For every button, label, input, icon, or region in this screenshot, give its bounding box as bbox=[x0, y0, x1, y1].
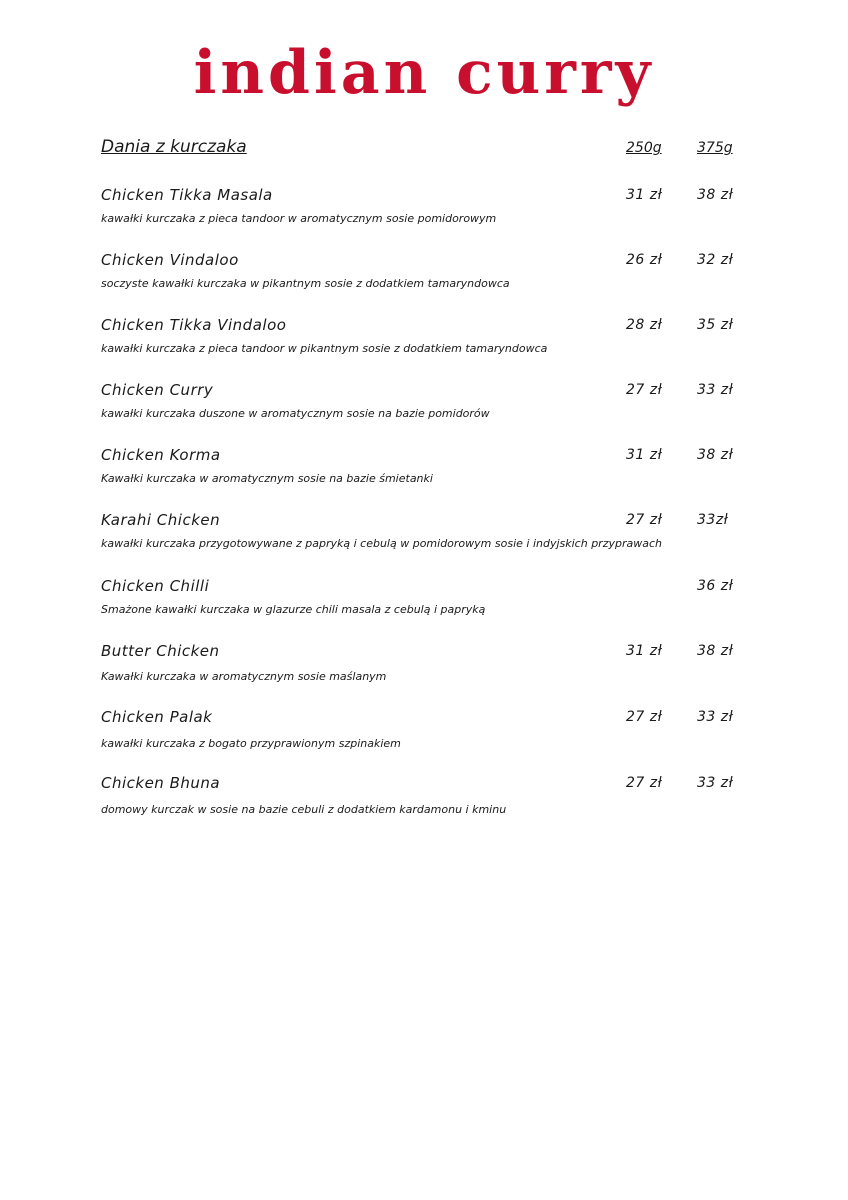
price-375g: 33zł bbox=[697, 512, 729, 528]
menu-item bbox=[0, 381, 848, 431]
price-250g: 31 zł bbox=[626, 643, 663, 659]
item-name: Butter Chicken bbox=[101, 642, 220, 660]
item-name: Chicken Curry bbox=[101, 381, 214, 399]
item-name: Chicken Bhuna bbox=[101, 774, 221, 792]
item-description: domowy kurczak w sosie na bazie cebuli z dodatkiem kardamonu i kminu bbox=[101, 803, 507, 816]
price-250g: 28 zł bbox=[626, 317, 663, 333]
menu-item bbox=[0, 316, 848, 366]
price-375g: 38 zł bbox=[697, 643, 734, 659]
item-description: Kawałki kurczaka w aromatycznym sosie maślanym bbox=[101, 670, 387, 683]
menu-item bbox=[0, 511, 848, 561]
restaurant-logo bbox=[0, 28, 848, 128]
item-name: Chicken Tikka Vindaloo bbox=[101, 316, 287, 334]
column-header-375g: 375g bbox=[697, 140, 733, 156]
price-375g: 32 zł bbox=[697, 252, 734, 268]
price-375g: 33 zł bbox=[697, 709, 734, 725]
item-name: Chicken Tikka Masala bbox=[101, 186, 273, 204]
price-250g: 27 zł bbox=[626, 775, 663, 791]
item-description: Kawałki kurczaka w aromatycznym sosie na bazie śmietanki bbox=[101, 472, 433, 485]
item-description: kawałki kurczaka duszone w aromatycznym sosie na bazie pomidorów bbox=[101, 407, 490, 420]
menu-item bbox=[0, 774, 848, 824]
price-375g: 36 zł bbox=[697, 578, 734, 594]
item-description: kawałki kurczaka z pieca tandoor w aromatycznym sosie pomidorowym bbox=[101, 212, 497, 225]
menu-item bbox=[0, 446, 848, 496]
menu-item bbox=[0, 708, 848, 758]
price-250g: 31 zł bbox=[626, 187, 663, 203]
menu-item bbox=[0, 186, 848, 236]
menu-item bbox=[0, 642, 848, 692]
price-250g: 27 zł bbox=[626, 382, 663, 398]
price-375g: 35 zł bbox=[697, 317, 734, 333]
section-title: Dania z kurczaka bbox=[101, 137, 247, 157]
item-description: kawałki kurczaka przygotowywane z papryką i cebulą w pomidorowym sosie i indyjskich przyprawach bbox=[101, 537, 662, 550]
item-name: Karahi Chicken bbox=[101, 511, 221, 529]
logo-text: indian curry bbox=[193, 38, 655, 108]
item-description: soczyste kawałki kurczaka w pikantnym sosie z dodatkiem tamaryndowca bbox=[101, 277, 510, 290]
item-description: kawałki kurczaka z bogato przyprawionym szpinakiem bbox=[101, 737, 401, 750]
menu-item bbox=[0, 577, 848, 627]
section-header bbox=[0, 137, 848, 163]
price-375g: 33 zł bbox=[697, 382, 734, 398]
price-375g: 38 zł bbox=[697, 187, 734, 203]
price-250g: 27 zł bbox=[626, 512, 663, 528]
price-250g: 27 zł bbox=[626, 709, 663, 725]
price-375g: 33 zł bbox=[697, 775, 734, 791]
item-description: Smażone kawałki kurczaka w glazurze chili masala z cebulą i papryką bbox=[101, 603, 486, 616]
item-name: Chicken Korma bbox=[101, 446, 221, 464]
column-header-250g: 250g bbox=[626, 140, 662, 156]
price-250g: 26 zł bbox=[626, 252, 663, 268]
item-description: kawałki kurczaka z pieca tandoor w pikantnym sosie z dodatkiem tamaryndowca bbox=[101, 342, 548, 355]
price-250g: 31 zł bbox=[626, 447, 663, 463]
item-name: Chicken Chilli bbox=[101, 577, 210, 595]
menu-item bbox=[0, 251, 848, 301]
price-375g: 38 zł bbox=[697, 447, 734, 463]
item-name: Chicken Palak bbox=[101, 708, 213, 726]
item-name: Chicken Vindaloo bbox=[101, 251, 239, 269]
